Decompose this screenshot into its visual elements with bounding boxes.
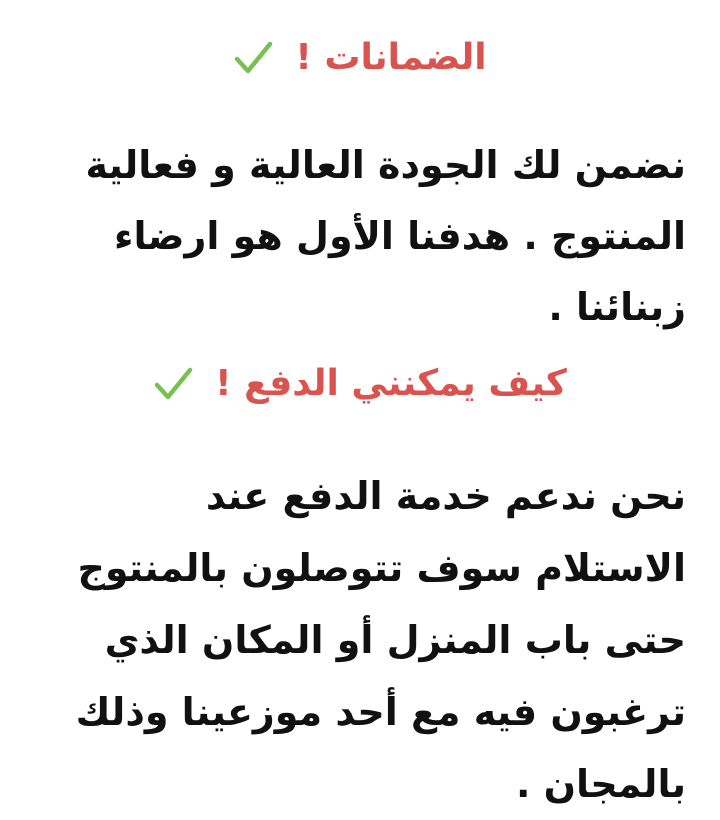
guarantees-heading-text: الضمانات ! xyxy=(295,37,487,78)
paragraph-line: نحن ندعم خدمة الدفع عند xyxy=(205,474,686,518)
paragraph-line: بالمجان . xyxy=(515,762,686,806)
paragraph-line: ترغبون فيه مع أحد موزعينا وذلك xyxy=(75,690,686,734)
paragraph-line: المنتوج . هدفنا الأول هو ارضاء xyxy=(114,214,686,258)
paragraph-line: نضمن لك الجودة العالية و فعالية xyxy=(85,143,686,187)
guarantees-paragraph xyxy=(34,130,686,343)
paragraph-line: حتى باب المنزل أو المكان الذي xyxy=(104,618,686,662)
payment-heading-text: كيف يمكنني الدفع ! xyxy=(215,363,567,404)
payment-paragraph xyxy=(34,460,686,820)
guarantees-heading xyxy=(0,38,720,78)
payment-heading xyxy=(0,364,720,404)
check-icon xyxy=(233,38,273,78)
check-icon xyxy=(153,364,193,404)
paragraph-line: زبنائنا . xyxy=(548,285,686,329)
paragraph-line: الاستلام سوف تتوصلون بالمنتوج xyxy=(77,546,686,590)
